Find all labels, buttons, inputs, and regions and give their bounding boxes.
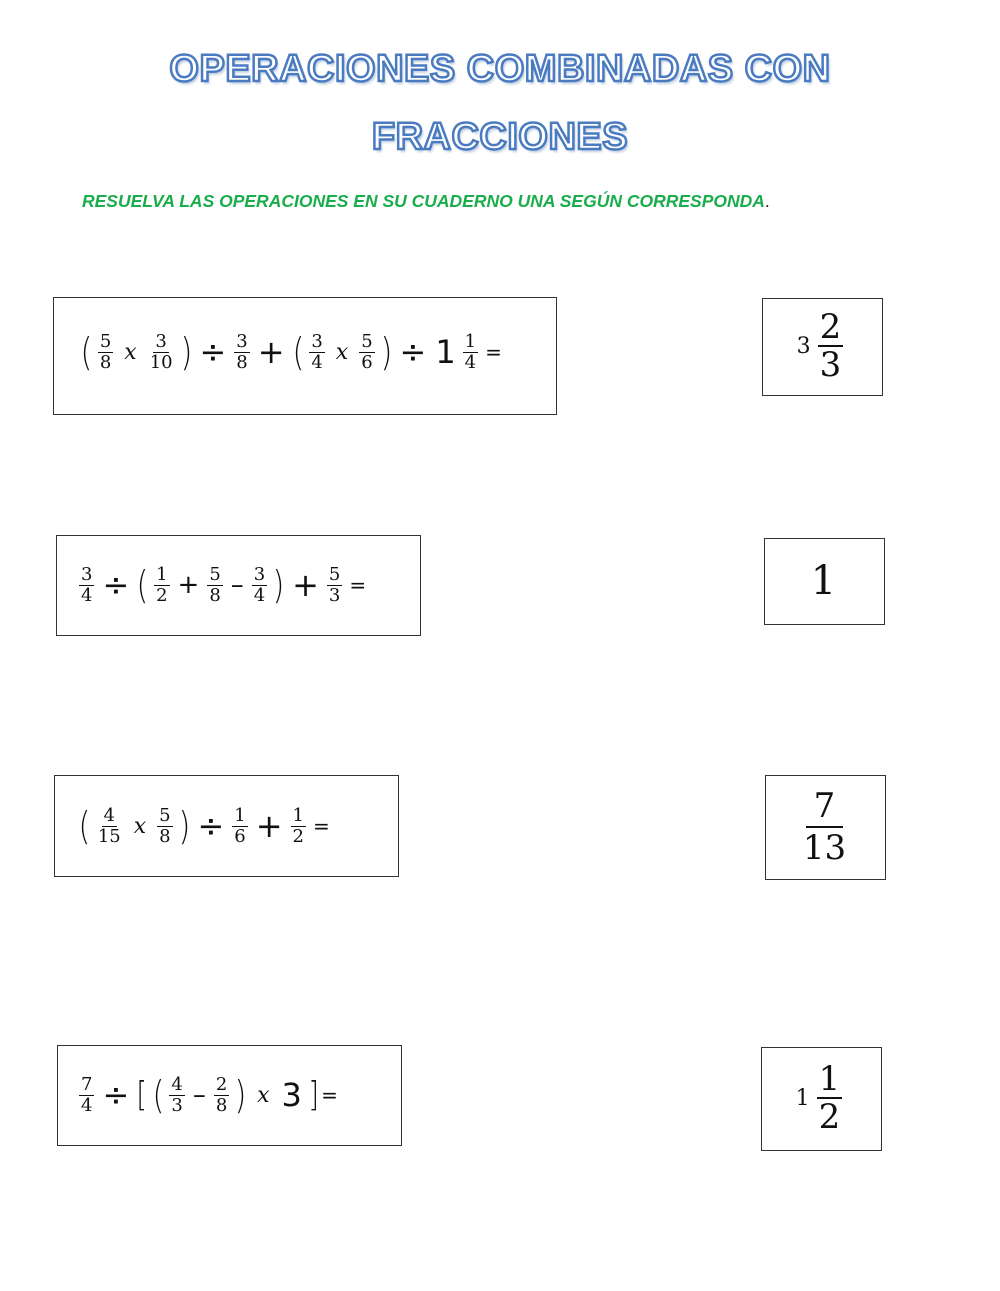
answer-4 [761, 1047, 880, 1149]
open-paren: ( [78, 804, 91, 848]
plus-sign: + [257, 333, 285, 371]
answer-2: 1 [810, 557, 837, 604]
fraction: $\frac{7}{4}$ [81, 1073, 93, 1116]
answer-1 [762, 298, 881, 394]
whole-number: 1 [435, 333, 456, 371]
times-sign: x [133, 813, 147, 839]
minus-sign: – [230, 570, 244, 600]
answer-fraction: $\frac{7}{13}$ [802, 785, 847, 868]
exercise-2-expression [76, 545, 366, 625]
title-line-2: FRACCIONES [371, 116, 629, 158]
exercise-4-expression [76, 1055, 338, 1135]
close-paren: ) [272, 563, 285, 607]
close-paren: ) [178, 804, 190, 848]
plus-sign: + [255, 807, 283, 845]
fraction: $\frac{1}{6}$ [234, 804, 246, 847]
times-sign: x [124, 339, 137, 365]
instruction-period: . [764, 191, 770, 211]
fraction: $\frac{1}{4}$ [464, 330, 477, 373]
divide-sign: ÷ [197, 807, 225, 845]
exercise-1-expression [78, 312, 502, 392]
open-paren: ( [136, 563, 149, 607]
fraction: $\frac{5}{8}$ [159, 804, 171, 847]
open-paren: ( [291, 330, 304, 374]
instruction [82, 191, 770, 212]
open-paren: ( [152, 1073, 164, 1117]
open-paren: ( [80, 330, 93, 374]
close-paren: ) [180, 330, 192, 374]
equals-sign: = [485, 340, 502, 364]
fraction: $\frac{3}{8}$ [236, 330, 248, 373]
divide-sign: ÷ [399, 333, 427, 371]
fraction: $\frac{3}{10}$ [149, 330, 173, 373]
close-paren: ) [380, 330, 393, 374]
exercise-3-expression [76, 786, 330, 866]
divide-sign: ÷ [199, 333, 227, 371]
fraction: $\frac{1}{2}$ [156, 563, 168, 606]
fraction: $\frac{3}{4}$ [311, 330, 323, 373]
whole-number: 3 [281, 1076, 302, 1114]
fraction: $\frac{4}{3}$ [171, 1073, 183, 1116]
times-sign: x [335, 339, 349, 365]
answer-3 [765, 775, 884, 878]
fraction: $\frac{5}{8}$ [99, 330, 112, 373]
fraction: $\frac{1}{2}$ [292, 804, 304, 847]
equals-sign: = [349, 573, 367, 597]
fraction: $\frac{4}{15}$ [97, 804, 121, 847]
fraction: $\frac{5}{6}$ [361, 330, 373, 373]
equals-sign: = [312, 814, 330, 838]
open-bracket: [ [136, 1075, 148, 1115]
fraction: $\frac{5}{3}$ [328, 563, 341, 606]
answer-whole: 3 [796, 333, 811, 359]
minus-sign: – [192, 1080, 206, 1110]
divide-sign: ÷ [102, 566, 130, 604]
fraction: $\frac{2}{8}$ [215, 1073, 228, 1116]
answer-fraction: $\frac{2}{3}$ [819, 307, 842, 385]
close-bracket: ] [308, 1075, 319, 1115]
fraction: $\frac{3}{4}$ [81, 563, 93, 606]
fraction: $\frac{5}{8}$ [209, 563, 221, 606]
plus-sign: + [292, 566, 319, 604]
instruction-text: RESUELVA LAS OPERACIONES EN SU CUADERNO UNA SEGÚN CORRESPONDA [82, 191, 765, 211]
divide-sign: ÷ [102, 1076, 130, 1114]
title-line-1: OPERACIONES COMBINADAS CON [169, 48, 831, 90]
plus-sign: + [177, 570, 200, 600]
equals-sign: = [321, 1083, 338, 1107]
answer-whole: 1 [795, 1085, 810, 1111]
times-sign: x [257, 1082, 270, 1108]
answer-fraction: $\frac{1}{2}$ [818, 1059, 841, 1137]
close-paren: ) [234, 1073, 247, 1117]
fraction: $\frac{3}{4}$ [253, 563, 266, 606]
